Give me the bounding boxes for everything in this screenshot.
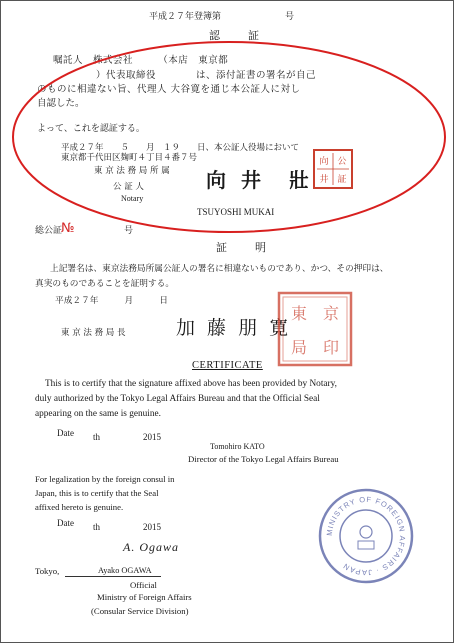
certification-date: 平成２７年 月 日: [55, 296, 168, 306]
red-highlight-ellipse: [9, 39, 449, 235]
certification-number-mark: №: [61, 221, 75, 236]
certification-body-line-2: 真実のものであることを証明する。: [35, 279, 174, 289]
certify-statement: よって、これを認証する。: [37, 124, 145, 134]
certification-title: 証 明: [216, 241, 268, 254]
certification-body-line-1: 上記署名は、東京法務局所属公証人の署名に相違ないものであり、かつ、その押印は、: [50, 264, 389, 274]
notary-name-english: TSUYOSHI MUKAI: [197, 207, 275, 217]
director-name-japanese: 加 藤 朋 寛: [176, 317, 292, 339]
certificate-line-1: This is to certify that the signature affixed above has been provided by Notary,: [45, 379, 337, 389]
legalization-place: Tokyo,: [35, 566, 60, 576]
notary-label-english: Notary: [121, 194, 144, 203]
official-name: Ayako OGAWA: [98, 566, 152, 575]
certificate-date-year: 2015: [143, 432, 161, 442]
svg-text:印: 印: [322, 338, 340, 357]
official-signature: A. Ogawa: [123, 540, 179, 554]
director-title-japanese: 東 京 法 務 局 長: [61, 328, 126, 338]
svg-text:証: 証: [337, 175, 347, 185]
certificate-line-2: duly authorized by the Tokyo Legal Affairs Bureau and that the Official Seal: [35, 394, 320, 404]
register-number-suffix: 号: [285, 12, 295, 22]
svg-text:MINISTRY OF FOREIGN AFFAIRS ·: [325, 495, 407, 577]
svg-text:向: 向: [319, 157, 329, 167]
notarization-body-line-1: 嘱託人 株式会社 （本店 東京都: [53, 55, 229, 66]
svg-text:井: 井: [319, 175, 329, 185]
director-seal: [277, 291, 353, 367]
notary-label: 公 証 人: [113, 182, 144, 192]
certificate-line-3: appearing on the same is genuine.: [35, 409, 161, 419]
notary-office-address: 東京都千代田区麹町４丁目４番７号: [61, 153, 198, 163]
svg-text:東: 東: [290, 304, 308, 323]
svg-text:公: 公: [337, 157, 347, 167]
legalization-line-2: Japan, this is to certify that the Seal: [35, 488, 159, 498]
signature-line: [65, 576, 161, 577]
certificate-date-label: Date: [57, 428, 74, 438]
notarization-body-line-2: ）代表取締役 は、添付証書の署名が自己: [96, 70, 317, 81]
notary-office-affiliation: 東 京 法 務 局 所 属: [94, 166, 170, 176]
notarization-body-line-4: 自認した。: [37, 98, 85, 109]
legalization-date-year: 2015: [143, 522, 161, 532]
svg-text:局: 局: [290, 338, 308, 357]
svg-text:京: 京: [322, 304, 340, 323]
notarization-body-line-3: のものに相違ない旨、代理人 大谷寛を通じ本公証人に対し: [37, 84, 301, 95]
ministry-round-seal: [317, 487, 415, 585]
legalization-line-3: affixed hereto is genuine.: [35, 502, 124, 512]
certificate-title-english: CERTIFICATE: [192, 360, 263, 371]
legalization-date-th: th: [93, 522, 101, 532]
legalization-date-label: Date: [57, 518, 74, 528]
consular-division: (Consular Service Division): [91, 606, 189, 616]
notarization-date: 平成２７年 ５ 月 １９ 日、本公証人役場において: [61, 143, 300, 153]
legalization-line-1: For legalization by the foreign consul in: [35, 474, 175, 484]
director-name-english: Tomohiro KATO: [210, 442, 265, 451]
director-title-english: Director of the Tokyo Legal Affairs Bureau: [188, 454, 339, 464]
certification-number-label: 総公証: [35, 226, 63, 236]
certificate-date-th: th: [93, 432, 101, 442]
official-label: Official: [130, 580, 157, 590]
notary-signature: 向 井 壯: [206, 168, 313, 192]
register-number-label: 平成２７年登簿第: [149, 12, 222, 22]
ministry-name: Ministry of Foreign Affairs: [97, 592, 192, 602]
notarization-title: 認 証: [209, 29, 261, 42]
certification-number-suffix: 号: [124, 226, 134, 236]
ministry-seal-ring-text: MINISTRY OF FOREIGN AFFAIRS · JAPAN: [324, 494, 408, 578]
